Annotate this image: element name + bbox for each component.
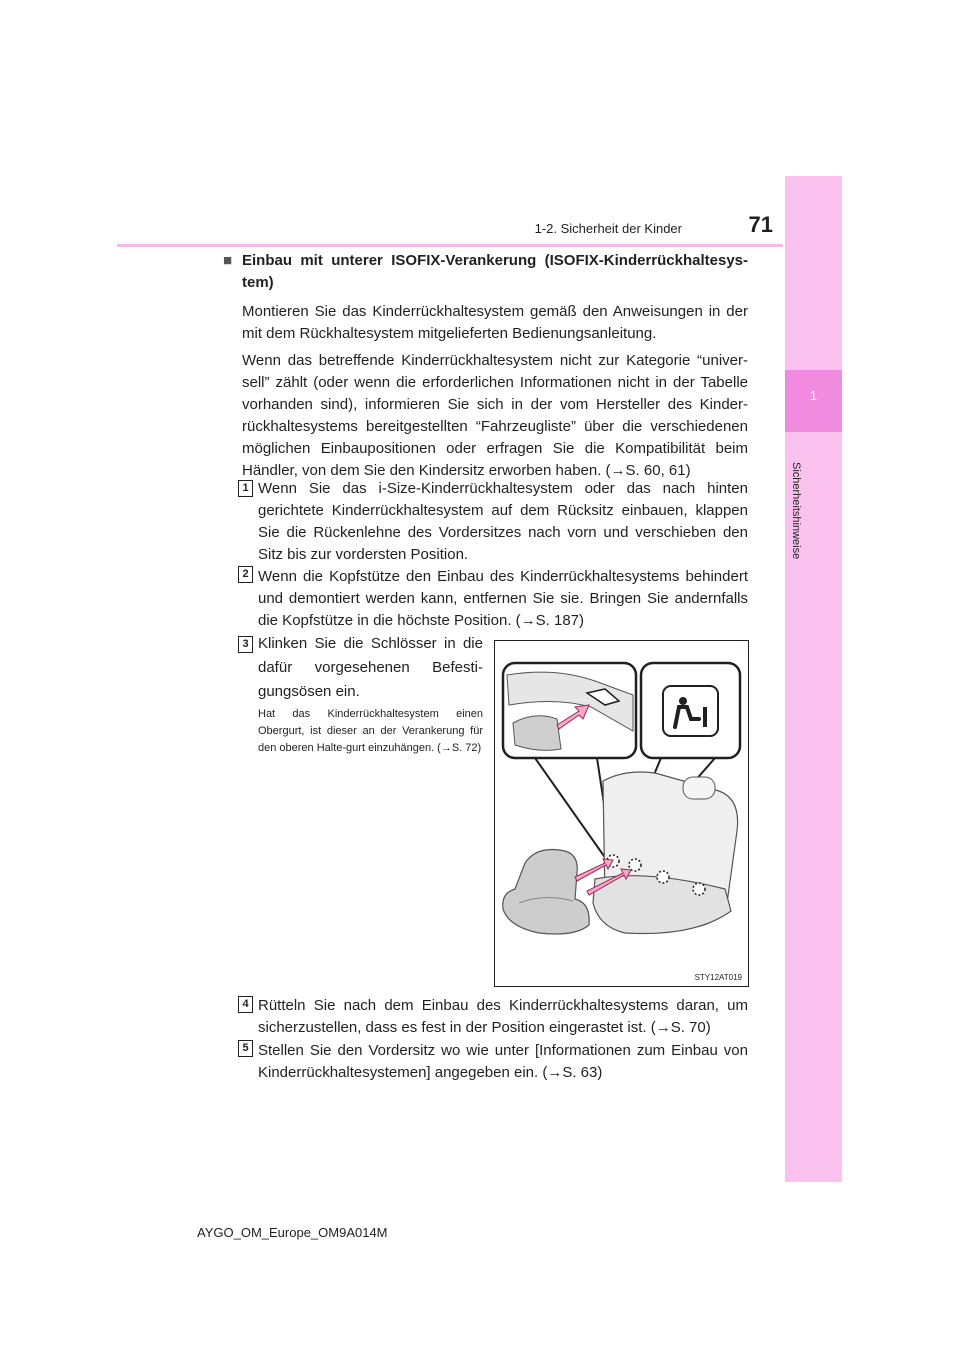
isofix-label-icon (663, 686, 718, 736)
child-seat (503, 850, 589, 935)
section-title: 1-2. Sicherheit der Kinder (534, 221, 682, 236)
paragraph-intro: Montieren Sie das Kinderrückhaltesystem gemäß den Anweisungen in der mit dem Rückhaltesystem mitgelieferten Bedienungsanleitung. (242, 303, 748, 342)
isofix-installation-drawing (495, 641, 748, 986)
step-number-1: 1 (238, 480, 253, 497)
connector-latch-detail (513, 716, 561, 751)
rear-headrest (683, 777, 715, 799)
step-text-2: Wenn die Kopfstütze den Einbau des Kinderrückhaltesystems behindert und demontiert werden kann, entfernen Sie sie. Bringen Sie andernfalls die Kopfstütze in die höchste Position. (→S. 187) (258, 568, 748, 629)
step-text-5: Stellen Sie den Vordersitz wo wie unter [Informationen zum Einbau von Kinderrückhaltesystemen] angegeben ein. (→S. 63) (258, 1042, 748, 1081)
bullet-square-icon: ■ (223, 252, 233, 269)
anchor-point-3 (657, 871, 669, 883)
anchor-point-4 (693, 883, 705, 895)
step-3-note: Hat das Kinderrückhaltesystem einen Obergurt, ist dieser an der Verankerung für den oberen Halte-gurt einzuhängen. (→S. 72) (258, 708, 483, 754)
step-number-3: 3 (238, 636, 253, 653)
step-text-3: Klinken Sie die Schlösser in die dafür vorgesehenen Befesti-gungsösen ein. (258, 635, 483, 700)
figure-code: STY12AT019 (694, 973, 742, 982)
chapter-label: Sicherheitshinweise (790, 462, 802, 560)
header-divider (117, 244, 783, 247)
document-id: AYGO_OM_Europe_OM9A014M (197, 1225, 388, 1240)
chapter-number: 1 (809, 388, 818, 403)
page-number: 71 (748, 212, 773, 237)
step-text-4: Rütteln Sie nach dem Einbau des Kinderrückhaltesystems daran, um sicherzustellen, dass es fest in der Position eingerastet ist. (→S. 70) (258, 997, 748, 1036)
anchor-point-2 (629, 859, 641, 871)
step-number-5: 5 (238, 1040, 253, 1057)
paragraph-vehicle-list: Wenn das betreffende Kinderrückhaltesystem nicht zur Kategorie “univer-sell” zählt (oder wenn die erforderlichen Informationen nicht in der Tabelle vorhanden sind), informieren Sie sich in der vom Hersteller des Kinder-rückhaltesystems bereitgestellten “Fahrzeugliste” über die verschiedenen möglichen Einbaupositionen oder erfragen Sie die Kompatibilität beim Händler, von dem Sie den Kindersitz erworben haben. (→S. 60, 61) (242, 352, 748, 479)
chapter-side-tab (785, 176, 842, 1182)
isofix-illustration (494, 640, 749, 987)
section-heading: Einbau mit unterer ISOFIX-Verankerung (ISOFIX-Kinderrückhaltesys-tem) (242, 252, 748, 291)
step-number-2: 2 (238, 566, 253, 583)
step-text-1: Wenn Sie das i-Size-Kinderrückhaltesystem oder das nach hinten gerichtete Kinderrückhaltesystem auf dem Rücksitz einbauen, klappen Sie die Rückenlehne des Vordersitzes nach vorn und verschieben den Sitz bis zur vordersten Position. (258, 480, 748, 563)
step-number-4: 4 (238, 996, 253, 1013)
